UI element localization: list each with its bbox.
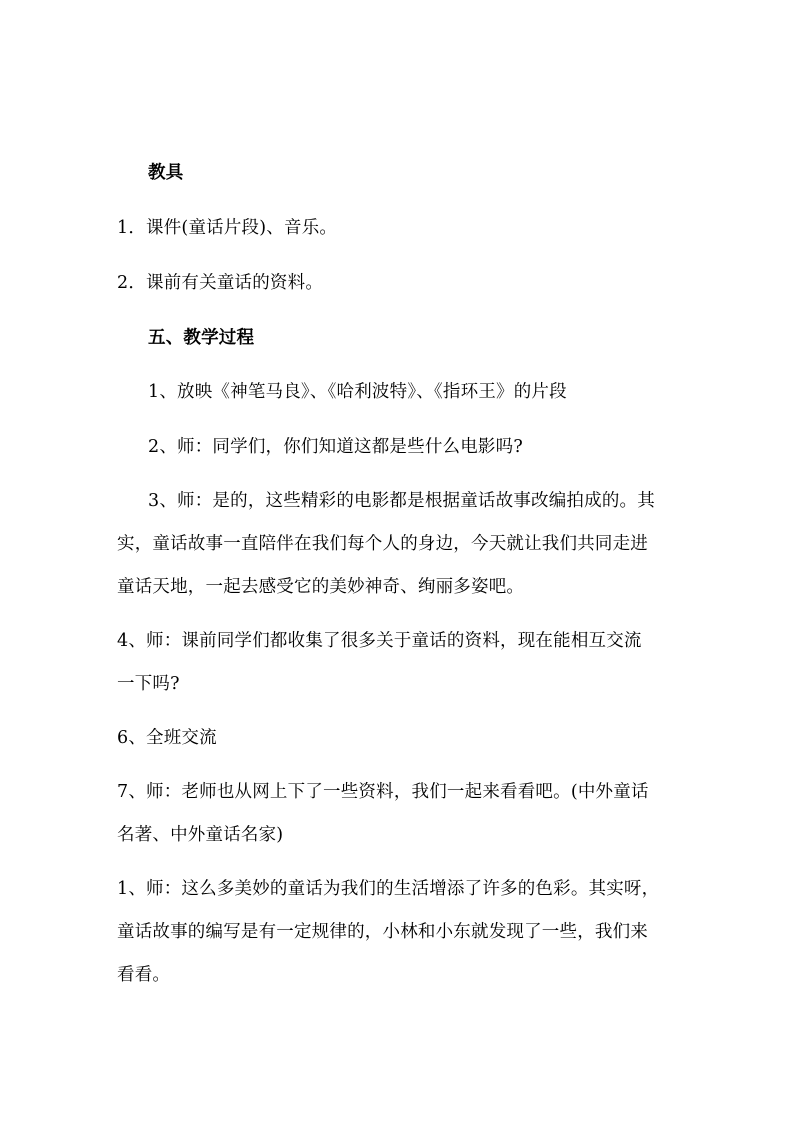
step-7-line-2: 名著、中外童话名家) [117,825,284,845]
step-7-line-1: 7、师：老师也从网上下了一些资料，我们一起来看看吧。(中外童话 [117,782,649,802]
step-4-line-2: 一下吗? [117,674,180,694]
step-1b-line-3: 看看。 [117,965,171,985]
step-1b-line-1: 1、师：这么多美妙的童话为我们的生活增添了许多的色彩。其实呀， [117,879,660,899]
aid-item-1: 1．课件(童话片段)、音乐。 [117,218,338,238]
step-1: 1、放映《神笔马良》、《哈利波特》、《指环王》的片段 [148,382,567,402]
step-3-line-3: 童话天地，一起去感受它的美妙神奇、绚丽多姿吧。 [117,577,525,597]
heading-teaching-aids: 教具 [148,163,184,183]
step-6: 6、全班交流 [117,728,217,748]
step-3-line-1: 3、师：是的，这些精彩的电影都是根据童话故事改编拍成的。其 [148,491,655,511]
step-3-line-2: 实，童话故事一直陪伴在我们每个人的身边，今天就让我们共同走进 [117,534,648,554]
step-4-line-1: 4、师：课前同学们都收集了很多关于童话的资料，现在能相互交流 [117,631,642,651]
step-1b-line-2: 童话故事的编写是有一定规律的，小林和小东就发现了一些，我们来 [117,922,648,942]
step-2: 2、师：同学们，你们知道这都是些什么电影吗? [148,437,523,457]
aid-item-2: 2．课前有关童话的资料。 [117,273,324,293]
heading-teaching-process: 五、教学过程 [148,328,255,348]
